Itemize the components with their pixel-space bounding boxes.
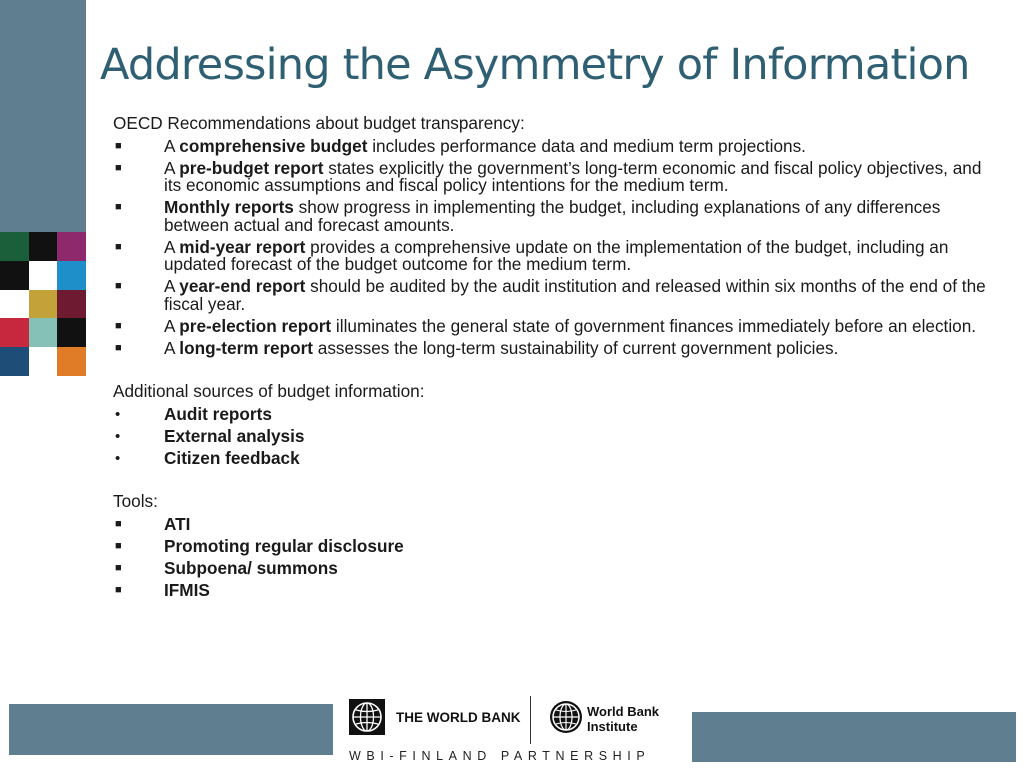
round-bullet-icon [115,428,120,448]
item-bold-text: Monthly reports [164,197,294,217]
world-bank-institute-globe-icon [548,699,584,735]
item-bold-text: Audit reports [164,403,272,424]
item-bold-text: pre-election report [179,315,332,336]
footer-left-bar [9,704,333,755]
list-item-text [164,316,976,336]
item-text: A [164,236,180,257]
item-text: illuminates the general state of government finances immediately before an election. [331,315,977,336]
item-bold-text: Citizen feedback [164,447,300,468]
list-item-text [164,404,272,424]
square-bullet-icon [115,278,122,296]
square-bullet-icon [115,199,122,217]
item-text: A [164,135,180,156]
tools-list [113,513,993,600]
color-tile [0,318,29,347]
square-bullet-icon [115,160,122,178]
list-item-text [164,580,210,600]
oecd-list-item [113,278,993,313]
round-bullet-icon [115,406,120,426]
item-text: includes performance data and medium term projections. [367,135,806,156]
wbi-logo-text [587,704,659,734]
list-item-text [164,158,981,196]
round-bullet-icon [115,450,120,470]
item-bold-text: mid-year report [179,236,306,257]
item-bold-text: Subpoena/ summons [164,557,338,578]
item-bold-text: long-term report [179,337,313,358]
oecd-list-item [113,337,993,358]
item-text: assesses the long-term sustainability of current government policies. [312,337,839,358]
item-bold-text: External analysis [164,425,305,446]
item-bold-text: pre-budget report [179,157,324,178]
item-bold-text: Promoting regular disclosure [164,535,404,556]
list-item-text [164,514,190,534]
oecd-heading: OECD Recommendations about budget transparency: [113,113,525,133]
square-bullet-icon [115,340,122,358]
list-item-text [164,448,300,468]
item-text: show progress in implementing the budget, including explanations of any differences between actual and forecast amounts. [164,197,941,235]
item-text: states explicitly the government’s long-term economic and fiscal policy objectives, and its economic assumptions and fiscal policy intentions for the medium term. [164,157,982,195]
wbi-logo-line2: Institute [587,719,638,734]
color-tile [57,318,86,347]
item-bold-text: ATI [164,513,191,534]
tool-item [113,557,993,578]
color-tile [57,232,86,261]
list-item-text [164,197,940,235]
footer-logos [349,696,669,768]
world-bank-globe-icon [349,699,385,735]
logo-divider [530,696,531,744]
oecd-list-item [113,236,993,274]
world-bank-logo-text: THE WORLD BANK [396,710,521,725]
color-tile [57,261,86,290]
oecd-recommendations-list [113,135,993,358]
item-text: A [164,157,180,178]
square-bullet-icon [115,582,122,600]
item-text: provides a comprehensive update on the implementation of the budget, including an updated forecast of the budget outcome for the medium term. [164,236,949,274]
list-item-text [164,558,338,578]
square-bullet-icon [115,560,122,578]
oecd-list-item [113,199,993,234]
item-text: A [164,337,180,358]
footer-right-bar [692,712,1016,762]
color-tile [0,347,29,376]
additional-sources-heading: Additional sources of budget information: [113,381,425,401]
color-tile [29,318,58,347]
color-tile [29,261,58,290]
tool-item [113,513,993,534]
square-bullet-icon [115,516,122,534]
list-item-text [164,237,948,275]
color-tile [29,290,58,319]
slide-body [113,113,993,599]
partnership-caption: WBI-FINLAND PARTNERSHIP [349,749,651,763]
color-tile-mosaic [0,232,86,376]
item-text: A [164,315,180,336]
left-decorative-bar [0,0,86,232]
color-tile [0,290,29,319]
slide-title: Addressing the Asymmetry of Information [100,40,970,90]
tool-item [113,579,993,600]
color-tile [0,232,29,261]
item-text: should be audited by the audit institution and released within six months of the end of the fiscal year. [164,276,986,314]
additional-source-item [113,403,993,424]
color-tile [29,347,58,376]
additional-source-item [113,425,993,446]
item-bold-text: IFMIS [164,579,210,600]
wbi-logo-line1: World Bank [587,704,659,719]
square-bullet-icon [115,538,122,556]
square-bullet-icon [115,138,122,156]
list-item-text [164,536,404,556]
tool-item [113,535,993,556]
oecd-list-item [113,157,993,195]
color-tile [57,290,86,319]
additional-sources-list [113,403,993,468]
color-tile [57,347,86,376]
list-item-text [164,276,986,314]
square-bullet-icon [115,318,122,336]
list-item-text [164,136,806,156]
color-tile [29,232,58,261]
square-bullet-icon [115,239,122,257]
list-item-text [164,338,838,358]
additional-source-item [113,447,993,468]
list-item-text [164,426,304,446]
oecd-list-item [113,135,993,156]
item-text: A [164,276,180,296]
item-bold-text: comprehensive budget [179,135,368,156]
color-tile [0,261,29,290]
oecd-list-item [113,315,993,336]
tools-heading: Tools: [113,491,158,511]
item-bold-text: year-end report [179,276,306,296]
